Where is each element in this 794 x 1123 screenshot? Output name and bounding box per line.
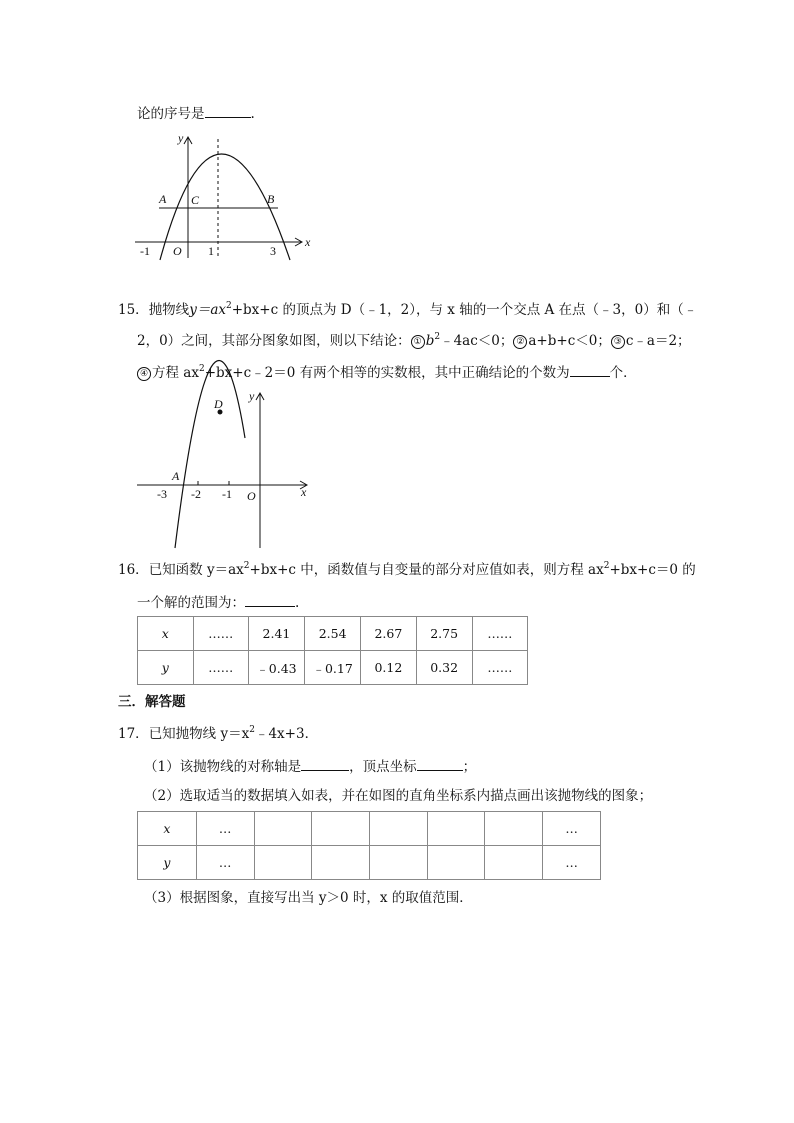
q14-origin-label: O: [173, 244, 182, 258]
q15-tick-neg2-label: -2: [191, 487, 201, 501]
q16-y-row: [138, 651, 528, 685]
q16-y-cell: 0.32: [416, 651, 472, 685]
q14-tail-text: 论的序号是: [137, 106, 205, 122]
q15-number: 15．: [118, 302, 149, 318]
q17-x-cell: …: [196, 812, 254, 846]
q15-l3-end: 个．: [609, 365, 637, 381]
q16-x-cell: ……: [472, 617, 527, 651]
q15-circle-3: ③: [611, 335, 625, 349]
q17-stem-a: 已知抛物线 y＝x: [148, 726, 250, 742]
q17-x-label: x: [138, 812, 197, 846]
q14-tick-1: 1: [208, 244, 214, 258]
q17-y-cell[interactable]: [254, 846, 312, 880]
q16-x-row: [138, 617, 528, 651]
q17-number: 17．: [118, 726, 149, 742]
q17-y-cell: …: [196, 846, 254, 880]
q16-l2-end: .: [295, 595, 300, 611]
q15-circle-2: ②: [513, 335, 527, 349]
q14-tick-3: 3: [270, 244, 276, 258]
q16-y-cell: ﹣0.43: [248, 651, 304, 685]
q17-stem-b: ﹣4x+3．: [254, 726, 319, 742]
q15-circle-4: ④: [137, 367, 151, 381]
section-3-heading: 三．解答题: [118, 694, 186, 710]
q15-graph: [135, 388, 315, 553]
q15-c3-text: c﹣a＝2；: [625, 333, 691, 349]
q16-l1-c: +bx+c＝0 的: [609, 562, 696, 578]
q14-label-a: A: [159, 192, 167, 206]
q17-x-row: [138, 812, 601, 846]
q15-line-2: [137, 331, 691, 351]
q16-x-cell: 2.41: [248, 617, 304, 651]
q15-tick-neg3-label: -3: [157, 487, 167, 501]
q15-line-1: [118, 300, 697, 320]
q17-x-cell[interactable]: [254, 812, 312, 846]
q16-x-label: x: [138, 617, 194, 651]
q16-x-cell: 2.54: [305, 617, 361, 651]
q15-origin-label: O: [247, 489, 256, 503]
q17-stem: [118, 724, 318, 744]
q15-answer-blank[interactable]: [570, 362, 610, 377]
q14-graph: [130, 125, 330, 260]
q17-vertex-blank[interactable]: [417, 756, 463, 771]
q15-parabola: [175, 361, 245, 548]
q15-c2-text: a+b+c＜0；: [528, 333, 611, 349]
q17-part-1: [144, 756, 476, 777]
q17-y-cell[interactable]: [312, 846, 370, 880]
q16-y-cell: ﹣0.17: [305, 651, 361, 685]
q15-c1-sup: 2: [434, 332, 441, 342]
q14-end: .: [250, 106, 255, 122]
q15-l1-b: +bx+c 的顶点为 D（﹣1，2），与 x 轴的一个交点 A 在点（﹣3，0）和（﹣: [231, 302, 698, 318]
q14-tail-line: [137, 103, 255, 124]
q15-label-d: D: [214, 397, 223, 411]
q16-y-cell: ……: [472, 651, 527, 685]
q17-p1-end: ；: [462, 759, 477, 775]
q14-label-c: C: [191, 193, 200, 207]
q16-sup-2: 2: [603, 561, 610, 571]
q17-p1-a: （1）该抛物线的对称轴是: [144, 759, 302, 775]
q15-sup: 2: [225, 301, 232, 311]
q17-x-cell[interactable]: [427, 812, 485, 846]
q14-y-label: y: [178, 131, 184, 145]
q17-y-cell: …: [543, 846, 601, 880]
q15-c1-text: b: [425, 333, 435, 349]
q16-l1-a: 已知函数 y＝ax: [148, 562, 244, 578]
q17-x-cell[interactable]: [369, 812, 427, 846]
q17-x-cell: …: [543, 812, 601, 846]
q17-y-row: [138, 846, 601, 880]
q16-x-cell: ……: [193, 617, 248, 651]
q17-y-cell[interactable]: [427, 846, 485, 880]
q17-y-cell[interactable]: [485, 846, 543, 880]
q17-table: [137, 811, 601, 880]
q15-circle-1: ①: [411, 335, 425, 349]
q16-x-cell: 2.75: [416, 617, 472, 651]
q17-part-3: （3）根据图象，直接写出当 y＞0 时，x 的取值范围．: [144, 890, 473, 906]
q15-tick-neg1-label: -1: [222, 487, 232, 501]
q15-l3-b: +bx+c﹣2＝0 有两个相等的实数根，其中正确结论的个数为: [204, 365, 570, 381]
q15-l3-a: 方程 ax: [152, 365, 199, 381]
q17-p1-b: ，顶点坐标: [349, 759, 417, 775]
q16-y-cell: ……: [193, 651, 248, 685]
q15-equation: y＝ax: [189, 302, 226, 318]
q16-y-label: y: [138, 651, 194, 685]
q15-x-label: x: [301, 485, 307, 499]
q16-number: 16．: [118, 562, 149, 578]
q16-l2: 一个解的范围为：: [137, 595, 245, 611]
q16-y-cell: 0.12: [361, 651, 416, 685]
q16-x-cell: 2.67: [361, 617, 416, 651]
q14-tick-neg1: -1: [140, 244, 150, 258]
q14-label-b: B: [267, 192, 275, 206]
q17-x-cell[interactable]: [485, 812, 543, 846]
q16-answer-blank[interactable]: [245, 592, 295, 607]
q15-c1-rest: ﹣4ac＜0；: [440, 333, 514, 349]
q16-sup-1: 2: [243, 561, 250, 571]
q16-line-1: [118, 560, 696, 580]
q17-part-2: （2）选取适当的数据填入如表，并在如图的直角坐标系内描点画出该抛物线的图象；: [144, 788, 653, 804]
q17-y-label: y: [138, 846, 197, 880]
q15-label-a: A: [172, 469, 180, 483]
q17-x-cell[interactable]: [312, 812, 370, 846]
q16-table: [137, 616, 528, 685]
q17-sup: 2: [249, 725, 255, 735]
q14-x-label: x: [305, 235, 311, 249]
q15-l1-a: 抛物线: [148, 302, 190, 318]
q16-l1-b: +bx+c 中，函数值与自变量的部分对应值如表，则方程 ax: [249, 562, 604, 578]
q15-l2-a: 2，0）之间，其部分图象如图，则以下结论：: [137, 333, 411, 349]
q15-y-label: y: [249, 389, 255, 403]
q17-axis-blank[interactable]: [301, 756, 349, 771]
q15-l3-sup: 2: [198, 364, 205, 374]
q14-answer-blank[interactable]: [205, 103, 251, 118]
q16-line-2: [137, 592, 299, 613]
q17-y-cell[interactable]: [369, 846, 427, 880]
